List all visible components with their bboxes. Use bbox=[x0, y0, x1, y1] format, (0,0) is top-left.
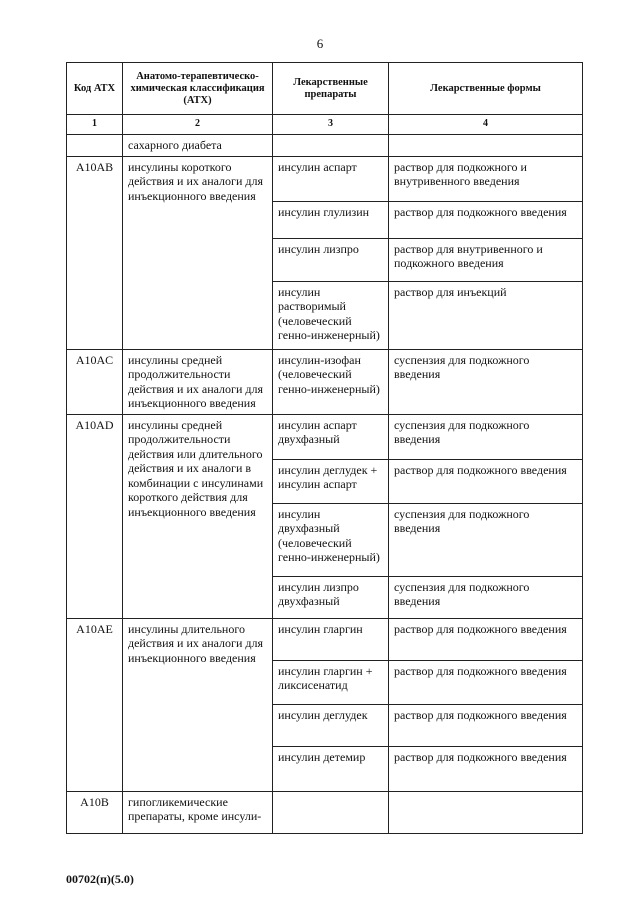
dosage-form-cell: раствор для подкожного введения bbox=[389, 459, 583, 503]
header-atc-classification: Анатомо-терапевтическо-химическая классификация (АТХ) bbox=[123, 63, 273, 115]
dosage-form-cell: суспензия для подкожного введения bbox=[389, 414, 583, 459]
atc-classification-cell: инсулины средней продолжительности действия и их аналоги для инъекционного введения bbox=[123, 349, 273, 414]
drug-name-cell: инсулин гларгин + ликсисенатид bbox=[273, 660, 389, 704]
continuation-text: сахарного диабета bbox=[123, 135, 273, 157]
table-row bbox=[67, 349, 583, 414]
column-number: 4 bbox=[389, 115, 583, 135]
empty-drug-cell bbox=[273, 135, 389, 157]
atc-classification-cell: инсулины средней продолжительности действия или длительного действия и их аналоги в комбинации с инсулинами короткого действия для инъекционного введения bbox=[123, 414, 273, 618]
drug-name-cell: инсулин глулизин bbox=[273, 201, 389, 238]
header-row bbox=[67, 63, 583, 115]
drug-name-cell: инсулин лизпро двухфазный bbox=[273, 576, 389, 618]
dosage-form-cell: суспензия для подкожного введения bbox=[389, 576, 583, 618]
dosage-form-cell: раствор для подкожного введения bbox=[389, 704, 583, 746]
header-dosage-forms: Лекарственные формы bbox=[389, 63, 583, 115]
column-number: 1 bbox=[67, 115, 123, 135]
table-row bbox=[67, 156, 583, 201]
dosage-form-cell: раствор для подкожного введения bbox=[389, 201, 583, 238]
drug-name-cell: инсулин-изофан (человеческий генно-инженерный) bbox=[273, 349, 389, 414]
empty-code-cell bbox=[67, 135, 123, 157]
drug-name-cell: инсулин аспарт bbox=[273, 156, 389, 201]
drug-name-cell: инсулин деглудек bbox=[273, 704, 389, 746]
atc-code-cell: A10AE bbox=[67, 618, 123, 791]
atc-classification-cell: инсулины короткого действия и их аналоги для инъекционного введения bbox=[123, 156, 273, 349]
dosage-form-cell: раствор для подкожного введения bbox=[389, 746, 583, 791]
drug-name-cell bbox=[273, 791, 389, 833]
drug-name-cell: инсулин гларгин bbox=[273, 618, 389, 660]
table-row bbox=[67, 791, 583, 833]
page-number: 6 bbox=[316, 36, 324, 51]
header-drugs: Лекарственные препараты bbox=[273, 63, 389, 115]
empty-form-cell bbox=[389, 135, 583, 157]
drug-name-cell: инсулин аспарт двухфазный bbox=[273, 414, 389, 459]
drug-name-cell: инсулин лизпро bbox=[273, 238, 389, 281]
dosage-form-cell: раствор для подкожного и внутривенного введения bbox=[389, 156, 583, 201]
header-atc-code: Код АТХ bbox=[67, 63, 123, 115]
dosage-form-cell: раствор для внутривенного и подкожного введения bbox=[389, 238, 583, 281]
atc-code-cell: A10B bbox=[67, 791, 123, 833]
dosage-form-cell bbox=[389, 791, 583, 833]
dosage-form-cell: раствор для подкожного введения bbox=[389, 618, 583, 660]
dosage-form-cell: суспензия для подкожного введения bbox=[389, 503, 583, 576]
atc-code-cell: A10AD bbox=[67, 414, 123, 618]
atc-classification-cell: инсулины длительного действия и их аналоги для инъекционного введения bbox=[123, 618, 273, 791]
table-row bbox=[67, 618, 583, 660]
drug-name-cell: инсулин двухфазный (человеческий генно-инженерный) bbox=[273, 503, 389, 576]
drug-name-cell: инсулин деглудек + инсулин аспарт bbox=[273, 459, 389, 503]
dosage-form-cell: раствор для подкожного введения bbox=[389, 660, 583, 704]
column-number: 3 bbox=[273, 115, 389, 135]
dosage-form-cell: суспензия для подкожного введения bbox=[389, 349, 583, 414]
column-number-row bbox=[67, 115, 583, 135]
drug-name-cell: инсулин растворимый (человеческий генно-инженерный) bbox=[273, 281, 389, 349]
atc-classification-cell: гипогликемические препараты, кроме инсули- bbox=[123, 791, 273, 833]
footer-document-code: 00702(п)(5.0) bbox=[66, 872, 134, 886]
dosage-form-cell: раствор для инъекций bbox=[389, 281, 583, 349]
continuation-row bbox=[67, 135, 583, 157]
atc-code-cell: A10AC bbox=[67, 349, 123, 414]
drug-table bbox=[66, 62, 583, 834]
atc-code-cell: A10AB bbox=[67, 156, 123, 349]
column-number: 2 bbox=[123, 115, 273, 135]
drug-name-cell: инсулин детемир bbox=[273, 746, 389, 791]
table-row bbox=[67, 414, 583, 459]
